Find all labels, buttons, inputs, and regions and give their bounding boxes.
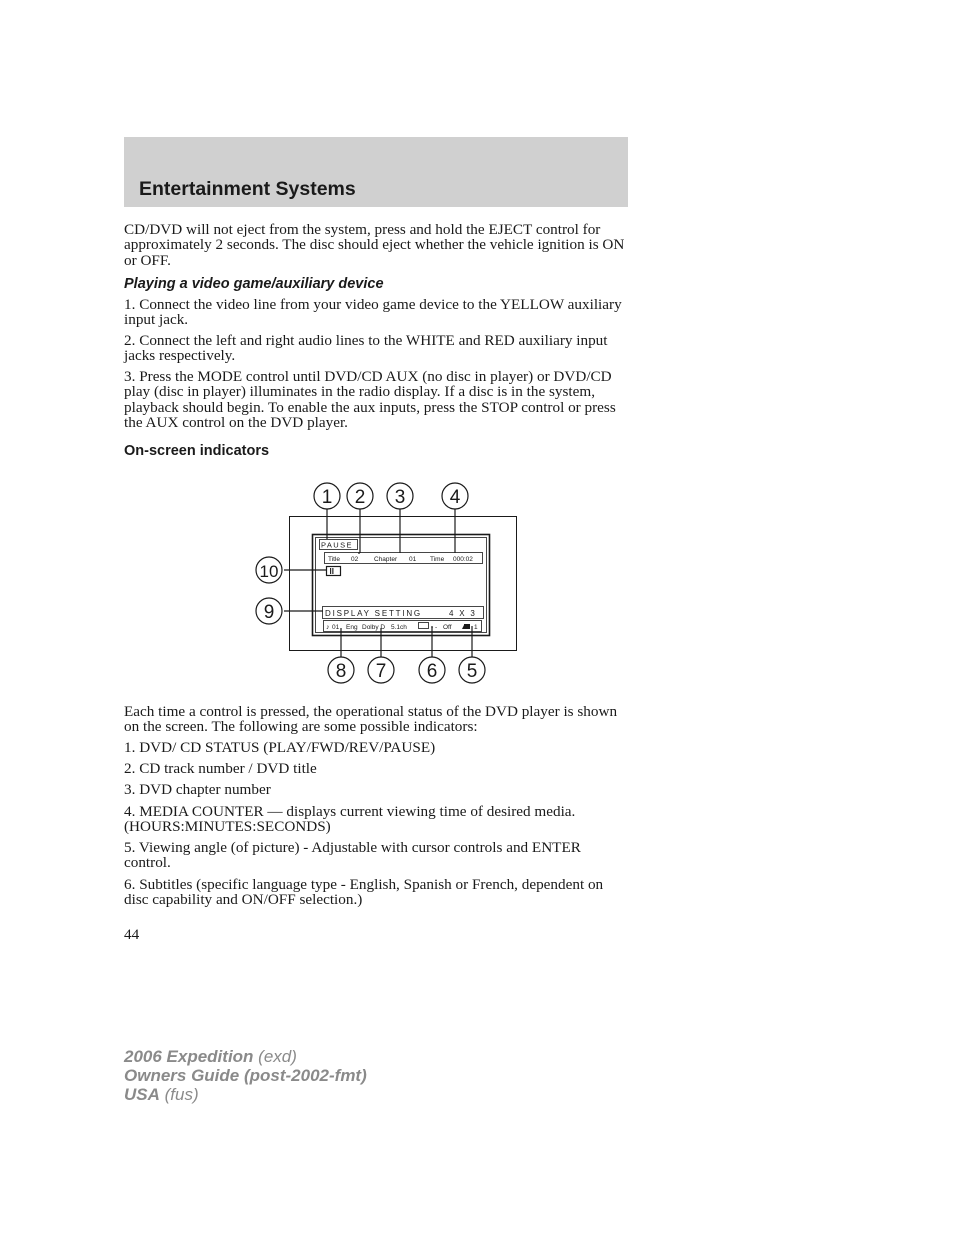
callout-10: [256, 557, 282, 583]
footer-model-code: (exd): [258, 1047, 297, 1066]
indicator-item-6: 6. Subtitles (specific language type - English, Spanish or French, dependent on disc capability and ON/OFF selection.): [124, 876, 604, 909]
indicator-item-2: 2. CD track number / DVD title: [124, 760, 317, 777]
callout-4: [442, 483, 468, 509]
audio-track-value: 01: [332, 624, 340, 631]
svg-text:9: 9: [263, 602, 275, 623]
page-number: 44: [124, 926, 140, 943]
footer-market-code: (fus): [164, 1085, 199, 1104]
svg-text:4: 4: [449, 487, 461, 508]
indicator-item-3: 3. DVD chapter number: [124, 781, 271, 798]
status-text: PAUSE: [321, 540, 353, 550]
callout-5: [459, 657, 485, 683]
svg-text:1: 1: [321, 487, 333, 508]
callout-6: [419, 657, 445, 683]
title-label: Title: [328, 556, 341, 563]
music-note-icon: ♪: [326, 624, 330, 631]
angle-value: 1: [474, 624, 478, 631]
onscreen-indicators-heading: On-screen indicators: [124, 443, 270, 459]
section-header-band: [124, 137, 628, 207]
indicator-item-4: 4. MEDIA COUNTER — displays current viewing time of desired media. (HOURS:MINUTES:SECONDS): [124, 803, 576, 836]
indicators-intro: Each time a control is pressed, the operational status of the DVD player is shown on the screen. The following are some possible indicators:: [124, 703, 618, 736]
language-value: Eng: [346, 624, 358, 631]
title-value: 02: [351, 556, 359, 563]
aspect-text: 4 X 3: [449, 609, 477, 618]
subtitle-state: Off: [443, 624, 452, 631]
callout-3: [387, 483, 413, 509]
chapter-label: Chapter: [374, 556, 398, 563]
video-step-2: 2. Connect the left and right audio lines to the WHITE and RED auxiliary input jacks respectively.: [124, 332, 608, 365]
video-game-heading: Playing a video game/auxiliary device: [124, 276, 384, 292]
pause-symbol: II: [329, 567, 334, 576]
footer-line-1: [124, 1047, 297, 1066]
callout-1: [314, 483, 340, 509]
footer-line-2: [124, 1066, 367, 1085]
time-label: Time: [430, 556, 445, 563]
svg-text:10: 10: [259, 562, 279, 581]
svg-text:8: 8: [335, 661, 347, 682]
intro-paragraph: CD/DVD will not eject from the system, press and hold the EJECT control for approximately 2 seconds. The disc should eject whether the vehicle ignition is ON or OFF.: [124, 221, 625, 269]
time-value: 000:02: [453, 556, 473, 563]
subtitle-value: - -: [431, 624, 438, 631]
audio-format-value: Dolby D: [362, 624, 386, 631]
svg-text:5: 5: [466, 661, 478, 682]
footer-model: 2006 Expedition: [124, 1047, 254, 1066]
svg-text:2: 2: [354, 487, 366, 508]
indicator-item-1: 1. DVD/ CD STATUS (PLAY/FWD/REV/PAUSE): [124, 739, 436, 756]
footer-market: USA: [124, 1085, 160, 1104]
callout-7: [368, 657, 394, 683]
section-title: Entertainment Systems: [139, 178, 356, 200]
video-step-1: 1. Connect the video line from your video game device to the YELLOW auxiliary input jack.: [124, 296, 622, 329]
onscreen-display-diagram: [250, 478, 540, 688]
svg-text:7: 7: [375, 661, 387, 682]
video-step-3: 3. Press the MODE control until DVD/CD AUX (no disc in player) or DVD/CD play (disc in player) illuminates in the radio display. If a disc is in the system, playback should begin. To enable the aux inputs, press the STOP control or press the AUX control on the DVD player.: [124, 368, 616, 432]
channels-value: 5.1ch: [391, 624, 407, 631]
callout-2: [347, 483, 373, 509]
indicator-item-5: 5. Viewing angle (of picture) - Adjustable with cursor controls and ENTER control.: [124, 839, 581, 872]
callout-9: [256, 598, 282, 624]
callout-8: [328, 657, 354, 683]
footer-line-3: [124, 1085, 199, 1104]
svg-text:6: 6: [426, 661, 438, 682]
chapter-value: 01: [409, 556, 417, 563]
display-setting-text: DISPLAY SETTING: [325, 609, 422, 618]
svg-text:3: 3: [394, 487, 406, 508]
footer-guide: Owners Guide (post-2002-fmt): [124, 1066, 367, 1085]
